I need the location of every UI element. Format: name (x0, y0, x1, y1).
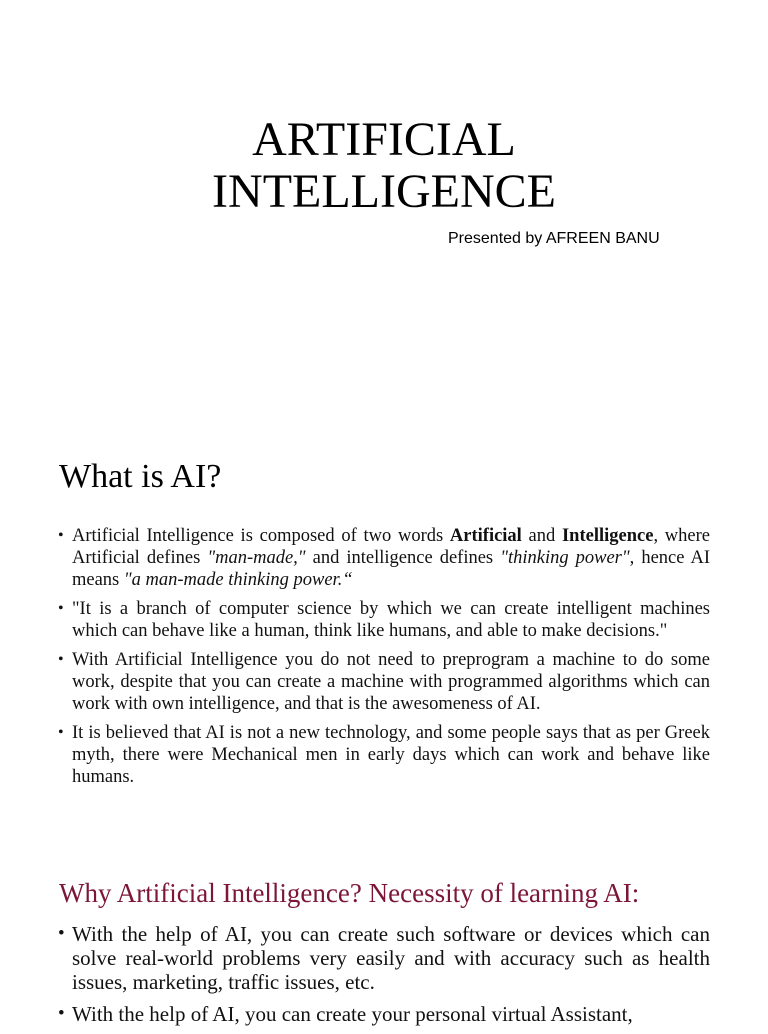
deck-title-line-1: ARTIFICIAL (252, 113, 516, 166)
bullet-marker-icon: • (58, 600, 64, 617)
bullet-item (0, 722, 710, 788)
title-slide (0, 0, 768, 410)
why-ai-slide (0, 860, 768, 1024)
bullet-text: With the help of AI, you can create such software or devices which can solve real-world problems very easily and with accuracy such as health issues, marketing, traffic issues, etc. (72, 922, 710, 994)
presenter-credit: Presented by AFREEN BANU (448, 230, 660, 247)
bullet-text: Artificial (449, 526, 522, 546)
bullet-text: "It is a branch of computer science by which we can create intelligent machines which can behave like a human, think like humans, and able to make decisions." (72, 599, 710, 641)
bullet-item (0, 922, 710, 994)
bullet-item (0, 598, 710, 642)
bullet-marker-icon: • (58, 651, 64, 668)
bullet-text: With Artificial Intelligence you do not need to preprogram a machine to do some work, despite that you can create a machine with programmed algorithms which can work with own intelligence, and that is the awesomeness of AI. (72, 650, 710, 714)
bullet-marker-icon: • (58, 1003, 65, 1024)
bullet-item (0, 1002, 710, 1026)
bullet-text: Intelligence (561, 526, 654, 546)
bullet-text: , hence AI means (72, 548, 710, 590)
bullet-marker-icon: • (58, 527, 64, 544)
bullet-text: "man-made," (207, 548, 306, 568)
bullet-item (0, 525, 710, 591)
bullet-text: "thinking power" (500, 548, 630, 568)
deck-title (0, 114, 768, 218)
what-is-ai-slide (0, 440, 768, 860)
bullet-list (0, 922, 710, 1034)
bullet-marker-icon: • (58, 724, 64, 741)
bullet-text: "a man-made thinking power.“ (123, 570, 353, 590)
bullet-item (0, 649, 710, 715)
bullet-text: It is believed that AI is not a new technology, and some people says that as per Greek myth, there were Mechanical men in early days which can work and behave like humans. (72, 723, 710, 787)
deck-title-line-2: INTELLIGENCE (212, 165, 556, 218)
bullet-text: With the help of AI, you can create your personal virtual Assistant, (72, 1002, 633, 1026)
slide-heading: What is AI? (59, 458, 222, 495)
bullet-list (0, 525, 710, 795)
bullet-text: , where Artificial defines (72, 526, 710, 568)
slide-heading: Why Artificial Intelligence? Necessity of learning AI: (59, 878, 640, 908)
bullet-text: Artificial Intelligence is composed of two words (72, 526, 450, 546)
bullet-marker-icon: • (58, 923, 65, 944)
bullet-text: and intelligence defines (305, 548, 501, 568)
bullet-text: and (521, 526, 562, 546)
